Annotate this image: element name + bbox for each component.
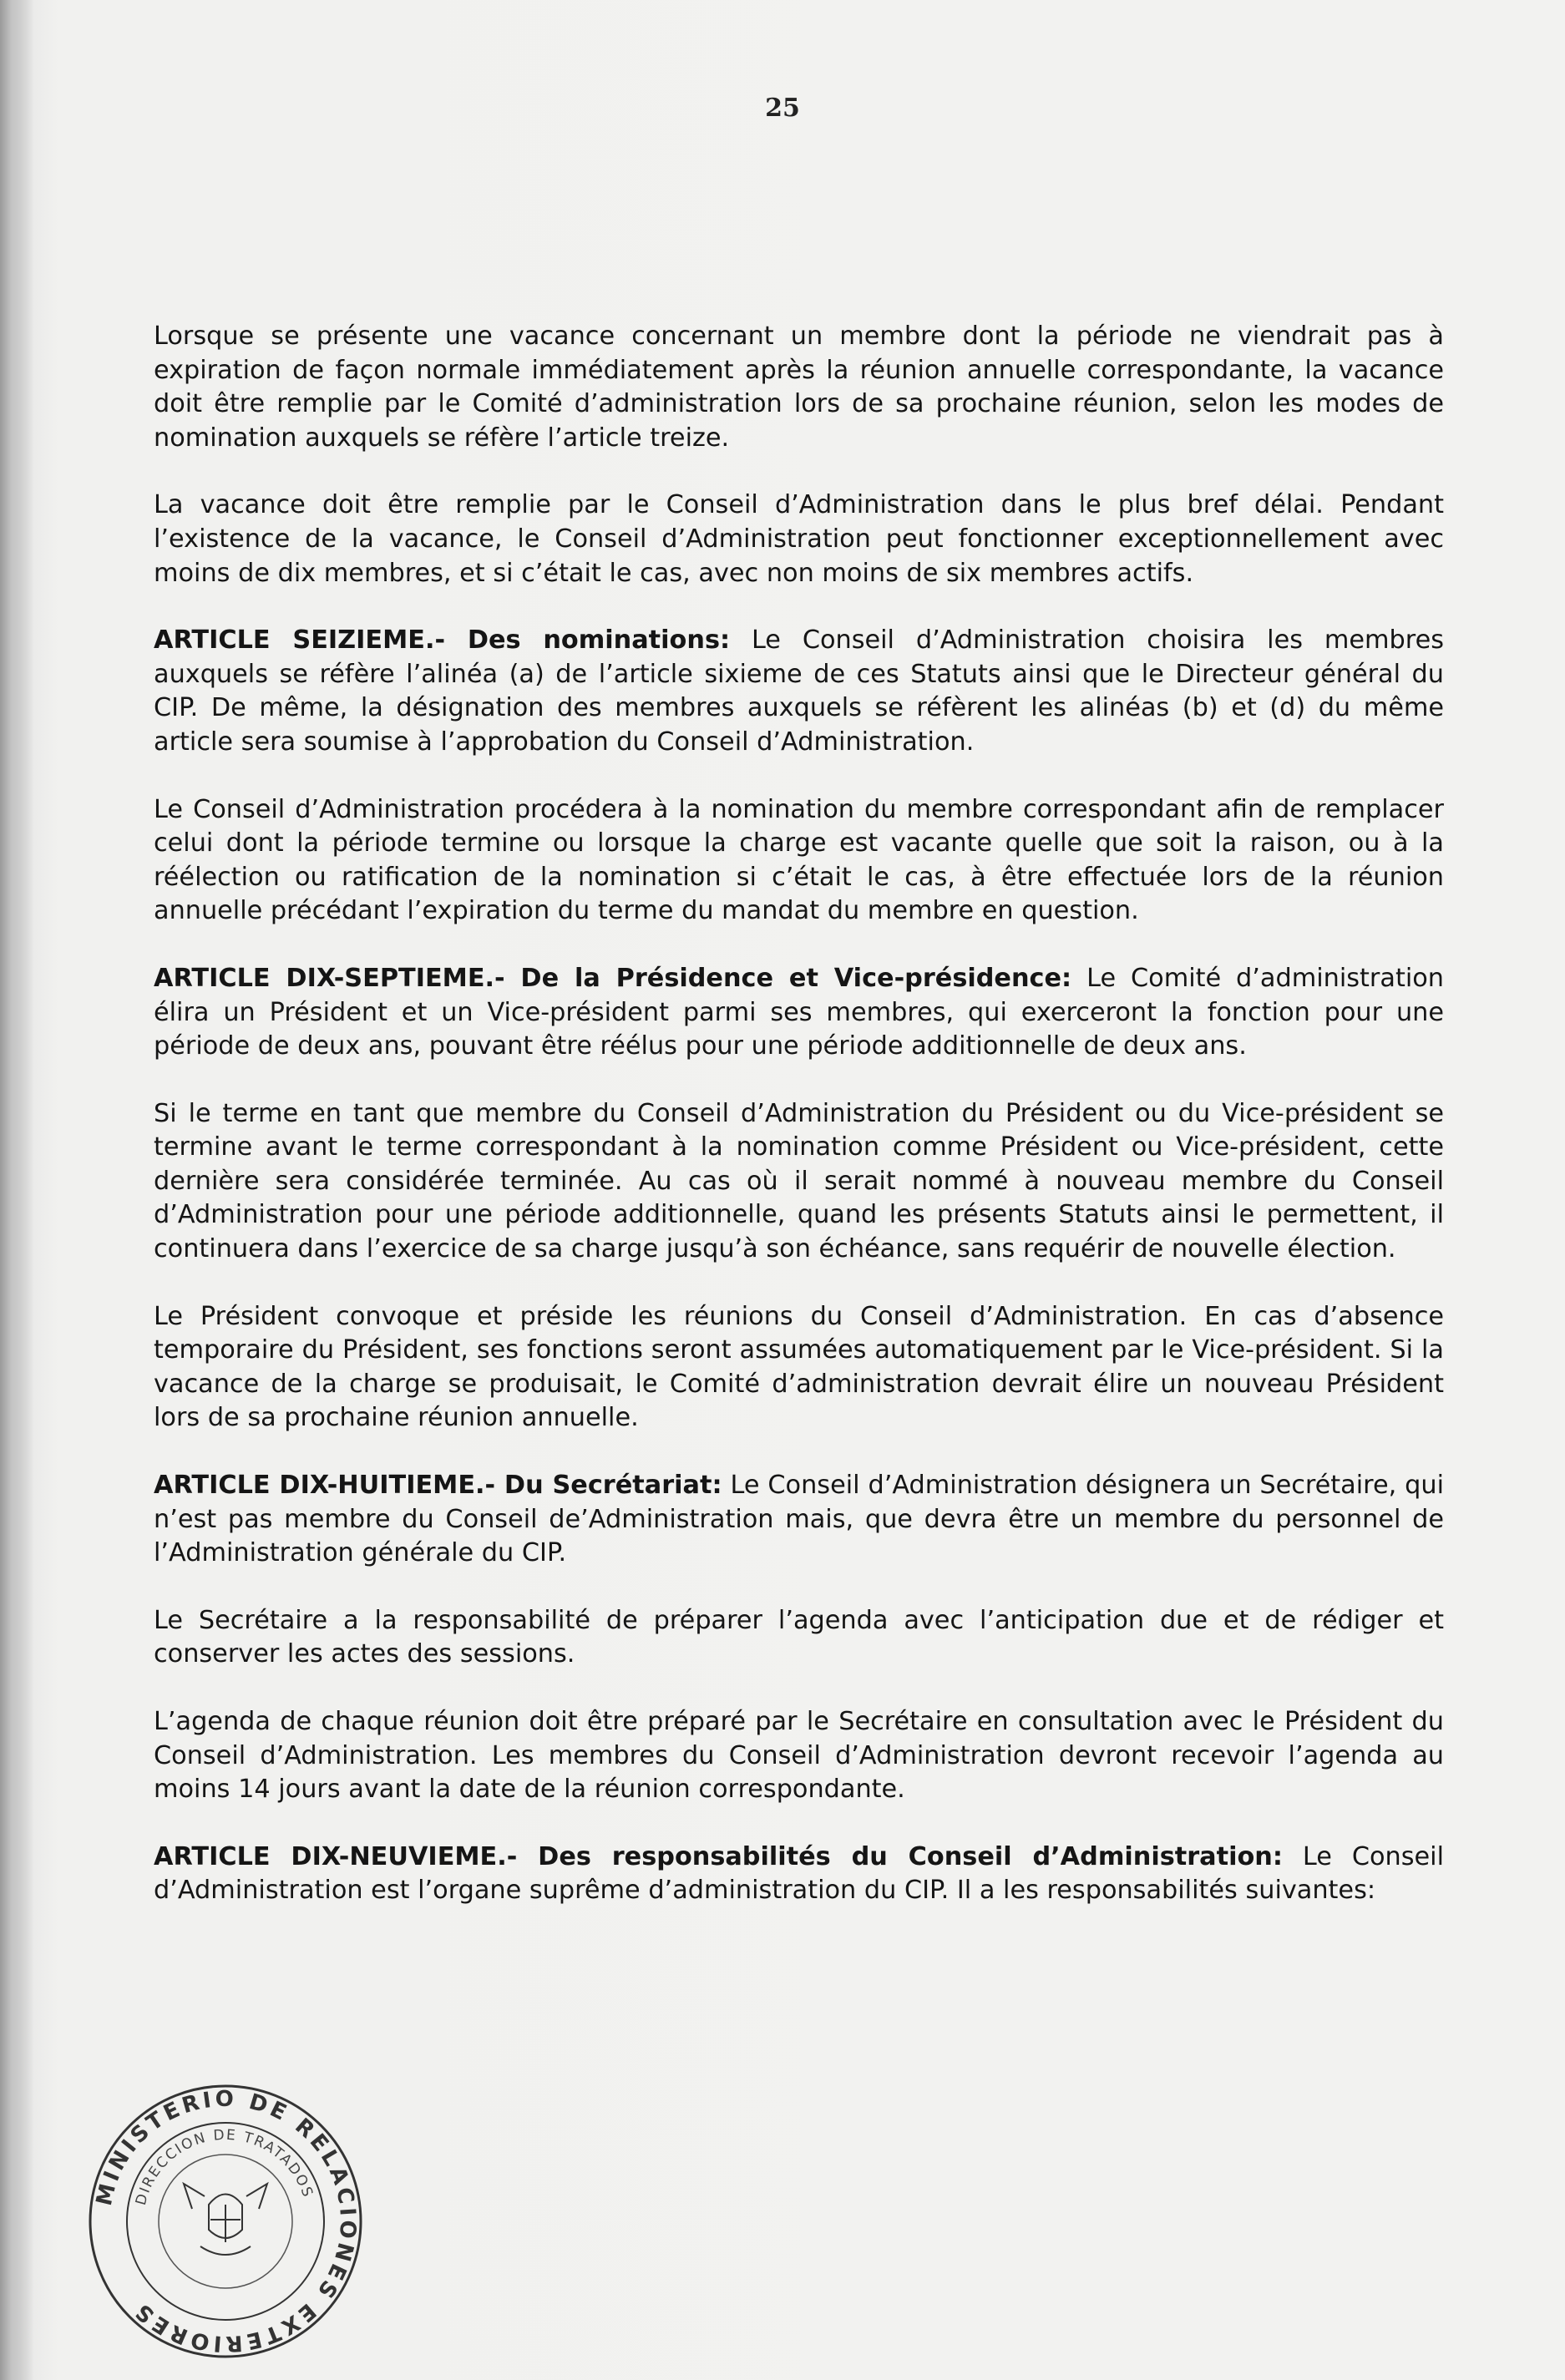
paragraph-10 bbox=[154, 1705, 1444, 1807]
paragraph-9-text: Le Secrétaire a la responsabilité de préparer l’agenda avec l’anticipation due et de rédiger et conserver les actes des sessions. bbox=[154, 1605, 1444, 1669]
paragraph-9 bbox=[154, 1604, 1444, 1672]
coat-of-arms-icon bbox=[184, 2184, 267, 2255]
paragraph-10-text: L’agenda de chaque réunion doit être préparé par le Secrétaire en consultation avec le Président du Conseil d’Administration. Les membres du Conseil d’Administration devront recevoir l’agenda au moins 14 jours avant la date de la réunion correspondante. bbox=[154, 1707, 1444, 1805]
paragraph-7-text: Le Président convoque et préside les réunions du Conseil d’Administration. En cas d’absence temporaire du Président, ses fonctions seront assumées automatiquement par le Vice-président. Si la vacance de la charge se produisait, le Comité d’administration devrait élire un nouveau Président lors de sa prochaine réunion annuelle. bbox=[154, 1301, 1444, 1433]
article-19-text: Le Conseil d’Administration est l’organe suprême d’administration du CIP. Il a les responsabilités suivantes: bbox=[154, 1841, 1444, 1906]
paragraph-4 bbox=[154, 793, 1444, 929]
paragraph-2-text: La vacance doit être remplie par le Conseil d’Administration dans le plus bref délai. Pendant l’existence de la vacance, le Conseil d’Administration peut fonctionner exceptionnellement avec moins de dix membres, et si c’était le cas, avec non moins de six membres actifs. bbox=[154, 490, 1444, 588]
page-number: 25 bbox=[765, 94, 800, 123]
paragraph-1 bbox=[154, 320, 1444, 455]
paragraph-7 bbox=[154, 1300, 1444, 1436]
article-17-text: Le Comité d’administration élira un Président et un Vice-président parmi ses membres, qui exerceront la fonction pour une période de deux ans, pouvant être réélus pour une période additionnelle de deux ans. bbox=[154, 963, 1444, 1061]
article-19-paragraph bbox=[154, 1841, 1444, 1908]
article-18-heading: ARTICLE DIX-HUITIEME.- Du Secrétariat: bbox=[154, 1471, 722, 1501]
article-18-text: Le Conseil d’Administration désignera un Secrétaire, qui n’est pas membre du Conseil de’Administration mais, que devra être un membre du personnel de l’Administration générale du CIP. bbox=[154, 1471, 1444, 1568]
seal-outer-text: MINISTERIO DE RELACIONES EXTERIORES bbox=[91, 2086, 361, 2357]
seal-inner-text: DIRECCION DE TRATADOS bbox=[132, 2126, 317, 2207]
article-16-heading: ARTICLE SEIZIEME.- Des nominations: bbox=[154, 625, 731, 656]
article-17-paragraph bbox=[154, 962, 1444, 1064]
book-spine-shadow bbox=[0, 0, 33, 2380]
article-19-heading: ARTICLE DIX-NEUVIEME.- Des responsabilités du Conseil d’Administration: bbox=[154, 1841, 1283, 1871]
article-16-paragraph bbox=[154, 624, 1444, 759]
page-body bbox=[154, 320, 1444, 1942]
ministry-seal-stamp bbox=[84, 2079, 367, 2363]
paragraph-6-text: Si le terme en tant que membre du Conseil d’Administration du Président ou du Vice-président se termine avant le terme correspondant à la nomination comme Président ou Vice-président, cette dernière sera considérée terminée. Au cas où il serait nommé à nouveau membre du Conseil d’Administration pour une période additionnelle, quand les présents Statuts ainsi le permettent, il continuera dans l’exercice de sa charge jusqu’à son échéance, sans requérir de nouvelle élection. bbox=[154, 1098, 1444, 1264]
article-18-paragraph bbox=[154, 1469, 1444, 1571]
article-17-heading: ARTICLE DIX-SEPTIEME.- De la Présidence et Vice-présidence: bbox=[154, 963, 1072, 993]
paragraph-6 bbox=[154, 1097, 1444, 1267]
paragraph-4-text: Le Conseil d’Administration procédera à la nomination du membre correspondant afin de remplacer celui dont la période termine ou lorsque la charge est vacante quelle que soit la raison, ou à la réélection ou ratification de la nomination si c’était le cas, à être effectuée lors de la réunion annuelle précédant l’expiration du terme du mandat du membre en question. bbox=[154, 794, 1444, 926]
paragraph-2 bbox=[154, 489, 1444, 590]
seal-graphic bbox=[84, 2079, 367, 2363]
paragraph-1-text: Lorsque se présente une vacance concernant un membre dont la période ne viendrait pas à expiration de façon normale immédiatement après la réunion annuelle correspondante, la vacance doit être remplie par le Comité d’administration lors de sa prochaine réunion, selon les modes de nomination auxquels se réfère l’article treize. bbox=[154, 322, 1444, 453]
article-16-text: Le Conseil d’Administration choisira les membres auxquels se réfère l’alinéa (a) de l’article sixieme de ces Statuts ainsi que le Directeur général du CIP. De même, la désignation des membres auxquels se réfèrent les alinéas (b) et (d) du même article sera soumise à l’approbation du Conseil d’Administration. bbox=[154, 625, 1444, 757]
